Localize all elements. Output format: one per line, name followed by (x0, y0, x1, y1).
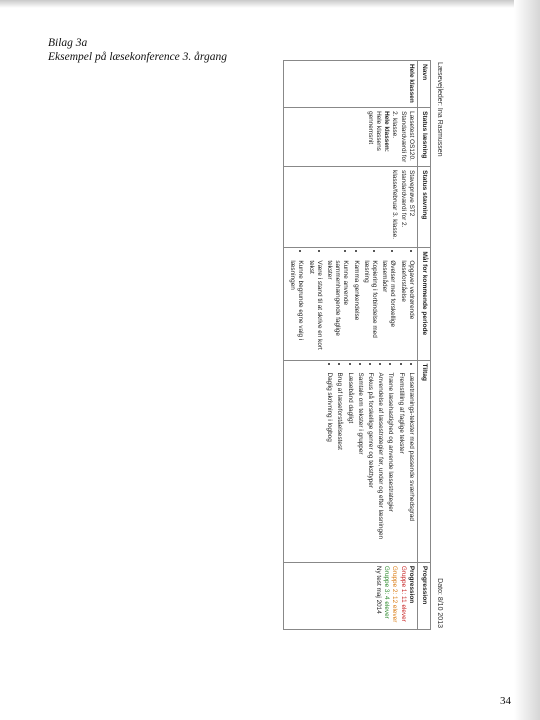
date-label: Dato: 8/10 2013 (436, 578, 443, 628)
measure-item: • Fokus på forskellige genrer og teksttyper (366, 373, 374, 559)
goal-item: • Øvelser med forskellige læsemåder (380, 260, 396, 356)
caption-title: Eksempel på læsekonference 3. årgang (48, 51, 227, 63)
col-header-progression: Progression (417, 562, 430, 629)
goal-item: • Opgaver vedrørende læseforståelse (398, 260, 414, 356)
scan-edge-right (514, 0, 540, 720)
col-header-measures: Tiltag (417, 360, 430, 562)
goal-item: • Kunne begrunde egne valg i læsningen (288, 260, 304, 356)
progression-note: Ny test maj 2014 (374, 565, 382, 614)
progression-group-green: Gruppe 3: 4 elever (383, 565, 391, 619)
measure-item: • Læsebånd dagligt (345, 373, 353, 559)
rotated-table-page (75, 60, 445, 630)
cell-name: Hele klassen (283, 61, 417, 108)
cell-measures (283, 360, 417, 562)
table-header-row (417, 61, 430, 630)
page-number: 34 (500, 695, 511, 707)
cell-status-reading (283, 108, 417, 167)
measure-item: • Fremstilling af faglige tekster (396, 373, 404, 559)
status-reading-line: Læsetest OS120. Standardværdi for 2. klasse. (391, 111, 415, 163)
measure-item: • Samtale om tekster i grupper (356, 373, 364, 559)
goal-item: • Være i stand til at skrive en kort tekst (306, 260, 322, 356)
cell-goals (283, 248, 417, 360)
goal-item: • Kamma genkendelse (351, 260, 359, 356)
caption-appendix-label: Bilag 3a (48, 37, 88, 49)
measure-item: • Træne læsehastighed og anvende læsestrategier (386, 373, 394, 559)
measure-item: • Anvendelse af læsestrategier før, under og efter læsningen (376, 373, 384, 559)
reading-advisor-label: Læsevejleder: Ina Rasmussen (436, 62, 443, 157)
goal-item: • Kopiering i forbindelse med læsning (362, 260, 378, 356)
col-header-goals: Mål for kommende periode (417, 248, 430, 360)
measure-item: • Daglig skrivning i logbog (325, 373, 333, 559)
col-header-status-spelling: Status stavning (417, 167, 430, 248)
status-reading-line: Hele klassens gennemsnit (366, 111, 382, 151)
reading-conference-table (283, 60, 431, 630)
scan-edge-top (0, 0, 540, 8)
table-row (283, 61, 417, 630)
measure-item: • Brug af læseforståelsestest (335, 373, 343, 559)
progression-group-red: Gruppe 1: 11 elever (399, 565, 407, 622)
progression-label: Progression (407, 565, 415, 604)
measure-item: • Læsetrænings-tekster med passende sværhedsgrad (407, 373, 415, 559)
progression-group-orange: Gruppe 2: 12 elever (391, 565, 399, 623)
table-header (431, 60, 445, 630)
cell-status-spelling: Staveprøve ST2 standardværdi for 2. klasse/februar 3. klasse. (283, 167, 417, 248)
status-reading-line: Hele klassen: (383, 111, 391, 152)
cell-progression (283, 562, 417, 629)
goal-item: • Kunne anvende sammenhængende faglige tekster (325, 260, 350, 356)
col-header-name: Navn (417, 61, 430, 108)
col-header-status-reading: Status læsning (417, 108, 430, 167)
